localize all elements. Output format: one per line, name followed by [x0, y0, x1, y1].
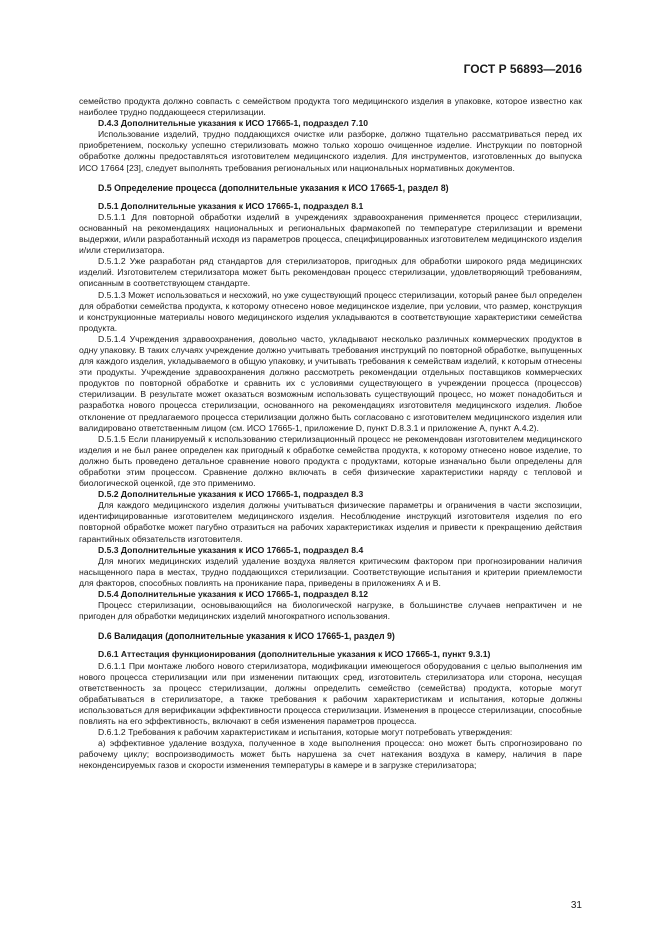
subsection-heading: D.5.3 Дополнительные указания к ИСО 17665-1, подраздел 8.4	[98, 544, 364, 555]
section-heading: D.5 Определение процесса (дополнительные указания к ИСО 17665-1, раздел 8)	[98, 182, 449, 193]
paragraph: семейство продукта должно совпасть с семейством продукта того медицинского изделия в упаковке, которое известно как наиболее трудно поддающееся стерилизации.	[79, 96, 582, 118]
document-body	[79, 96, 582, 771]
paragraph: Для многих медицинских изделий удаление воздуха является критическим фактором при прогнозировании наличия насыщенного пара в местах, трудно поддающихся стерилизации. Соответствующие испытания и критерии приемлемости для факторов, способных повлиять на проникание пара, приведены в приложениях А и В.	[79, 555, 582, 588]
paragraph: D.5.1.2 Уже разработан ряд стандартов для стерилизаторов, пригодных для обработки широкого ряда медицинских изделий. Изготовителем стерилизатора может быть рекомендован процесс стерилизации, удовлетворяющий требованиям, описанным в соответствующем стандарте.	[79, 256, 582, 289]
paragraph: Использование изделий, трудно поддающихся очистке или разборке, должно тщательно рассматриваться перед их приобретением, поскольку успешно стерилизовать можно только хорошо очищенное изделие. Инструкции по повторной обработке должны предоставляться изготовителем медицинского изделия. Для инструментов, изготовленных до выпуска ИСО 17664 [23], следует выполнять требования региональных или национальных нормативных документов.	[79, 129, 582, 173]
subsection-heading: D.5.2 Дополнительные указания к ИСО 17665-1, подраздел 8.3	[98, 489, 364, 500]
page-number: 31	[570, 900, 582, 911]
subsection-heading: D.5.1 Дополнительные указания к ИСО 17665-1, подраздел 8.1	[98, 200, 364, 211]
subsection-heading: D.4.3 Дополнительные указания к ИСО 17665-1, подраздел 7.10	[98, 118, 369, 129]
paragraph: D.6.1.1 При монтаже любого нового стерилизатора, модификации имеющегося оборудования с целью выполнения им нового процесса стерилизации или при изменении питающих сред, изготовитель стерилизатора или сторона, несущая ответственность за процесс стерилизации, должны определить семейство (семейства) продукта, которые могут обрабатываться в стерилизаторе, а также требования к рабочим характеристикам и испытания, которые должны использоваться для верификации эффективности процесса стерилизации. Изменения в процессе стерилизации, способные повлиять на его эффективность, включают в себя изменения параметров процесса.	[79, 660, 582, 726]
paragraph: а) эффективное удаление воздуха, полученное в ходе выполнения процесса: оно может быть спрогнозировано по рабочему циклу; воспроизводимость может быть нарушена за счет натекания воздуха в камеру, наличия в паре неконденсируемых газов и скорости изменения температуры в камере и в загрузке стерилизатора;	[79, 738, 582, 771]
paragraph: D.5.1.3 Может использоваться и несхожий, но уже существующий процесс стерилизации, который ранее был определен для обработки семейства продукта, к которому отнесено новое медицинское изделие, при условии, что размер, конструкция и конструкционные материалы нового медицинского изделия укладываются в соответствующие характеристики семейства продукта.	[79, 289, 582, 333]
paragraph: D.5.1.5 Если планируемый к использованию стерилизационный процесс не рекомендован изготовителем медицинского изделия и не был ранее определен как пригодный к обработке семейства продукта, к которому отнесено новое изделие, то должно быть проведено детальное сравнение нового продукта с продуктами, которые изначально были определены для обработки этим процессом. Сравнение должно включать в себя физические характеристики наряду с тепловой и биологической оценкой, где это применимо.	[79, 433, 582, 489]
paragraph: Процесс стерилизации, основывающийся на биологической нагрузке, в большинстве случаев непрактичен и не пригоден для обработки медицинских изделий многократного использования.	[79, 600, 582, 622]
paragraph: D.5.1.1 Для повторной обработки изделий в учреждениях здравоохранения применяется процесс стерилизации, основанный на рекомендациях национальных и региональных фармакопей по температуре стерилизации и времени выдержки, и/или разработанный исходя из параметров процесса, специфицированных изготовителем медицинского изделия и/или стерилизатора.	[79, 211, 582, 256]
paragraph: D.5.1.4 Учреждения здравоохранения, довольно часто, укладывают несколько различных коммерческих продуктов в одну упаковку. В таких случаях учреждение должно учитывать требования инструкций по повторной обработке, выпущенных для каждого изделия, укладываемого в общую упаковку, и учитывать требования к семействам изделий, к которым отнесены эти продукты. Учреждение здравоохранения должно рассмотреть рекомендации отдельных поставщиков коммерческих продуктов по повторной обработке и сравнить их с условиями существующего в учреждении процесса (процессов) стерилизации. В результате может оказаться возможным использовать существующий процесс, но может понадобиться и разработка нового процесса стерилизации, основанного на рекомендациях изготовителя медицинского изделия. Любое отклонение от предлагаемого процесса стерилизации должно быть согласовано с изготовителем медицинского изделия или валидировано ответственным лицом (см. ИСО 17665-1, приложение D, пункт D.8.3.1 и приложение А, пункт А.4.2).	[79, 333, 582, 433]
document-id: ГОСТ Р 56893—2016	[463, 62, 582, 76]
paragraph: D.6.1.2 Требования к рабочим характеристикам и испытания, которые могут потребовать утверждения:	[98, 727, 513, 738]
subsection-heading: D.6.1 Аттестация функционирования (дополнительные указания к ИСО 17665-1, пункт 9.3.1)	[98, 649, 491, 660]
paragraph: Для каждого медицинского изделия должны учитываться физические параметры и ограничения в части экспозиции, идентифицированные изготовителем медицинского изделия. Несоблюдение инструкций изготовителя изделия по его повторной обработке может пагубно отразиться на рабочих характеристиках изделия и привести к прекращению действия гарантийных обязательств изготовителя.	[79, 500, 582, 544]
subsection-heading: D.5.4 Дополнительные указания к ИСО 17665-1, подраздел 8.12	[98, 589, 369, 600]
section-heading: D.6 Валидация (дополнительные указания к ИСО 17665-1, раздел 9)	[98, 631, 395, 642]
